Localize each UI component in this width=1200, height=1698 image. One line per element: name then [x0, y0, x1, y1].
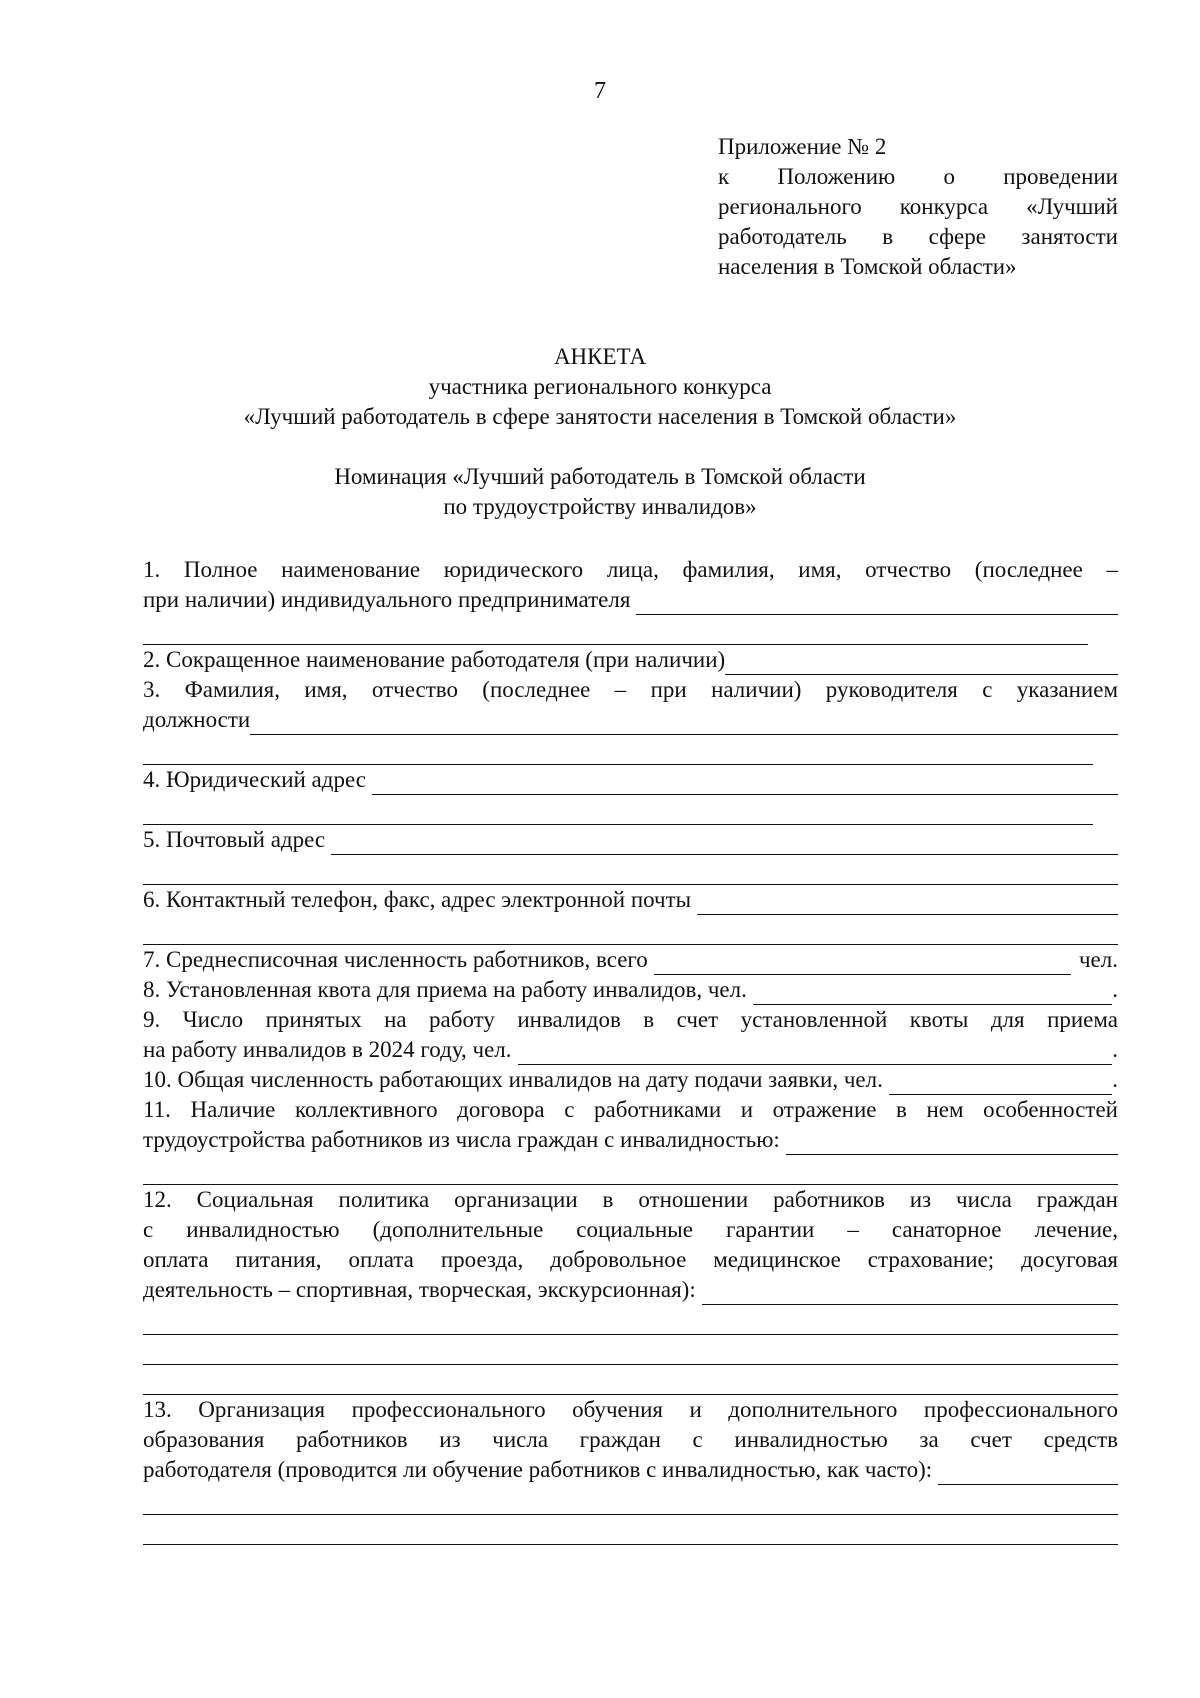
item-3-field[interactable]	[250, 712, 1118, 735]
item-13-field-extra-2[interactable]	[143, 1515, 1118, 1545]
item-10-field[interactable]	[889, 1072, 1112, 1095]
item-11-field[interactable]	[786, 1132, 1118, 1155]
item-13-line-3	[143, 1455, 1118, 1485]
nomination-1: Номинация «Лучший работодатель в Томской области	[334, 464, 866, 489]
item-3-field-extra[interactable]	[143, 735, 1093, 765]
appendix-text: к Положению о проведении регионального конкурса «Лучший работодатель в сфере занятости населения в Томской области»	[718, 164, 1118, 279]
page-number: 7	[594, 78, 606, 104]
item-9-label: на работу инвалидов в 2024 году, чел.	[143, 1037, 512, 1062]
appendix-note	[718, 132, 1118, 282]
item-12-line-4	[143, 1275, 1118, 1305]
item-1-label: при наличии) индивидуального предпринимателя	[143, 587, 631, 612]
item-1-field-extra[interactable]	[143, 615, 1088, 645]
item-13-field[interactable]	[938, 1462, 1118, 1485]
item-12-field-extra-3[interactable]	[143, 1365, 1118, 1395]
item-7-field[interactable]	[654, 952, 1071, 975]
item-6-label: 6. Контактный телефон, факс, адрес электронной почты	[143, 887, 692, 912]
item-9-field[interactable]	[518, 1042, 1113, 1065]
item-1-line-1: 1. Полное наименование юридического лица, фамилия, имя, отчество (последнее –	[143, 557, 1118, 582]
item-9-line-1: 9. Число принятых на работу инвалидов в счет установленной квоты для приема	[143, 1007, 1118, 1032]
form-subtitle-1: участника регионального конкурса	[428, 374, 772, 399]
item-6-line	[143, 885, 1118, 915]
item-13-line-1: 13. Организация профессионального обучения и дополнительного профессионального	[143, 1397, 1118, 1422]
item-11-field-extra[interactable]	[143, 1155, 1118, 1185]
item-5-line	[143, 825, 1118, 855]
item-6-field-extra[interactable]	[143, 915, 1118, 945]
item-11-line-1: 11. Наличие коллективного договора с работниками и отражение в нем особенностей	[143, 1097, 1118, 1122]
nomination-2: по трудоустройству инвалидов»	[443, 494, 757, 519]
item-2-label: 2. Сокращенное наименование работодателя (при наличии)	[143, 647, 726, 672]
item-8-label: 8. Установленная квота для приема на работу инвалидов, чел.	[143, 977, 747, 1002]
item-13-line-2: образования работников из числа граждан с инвалидностью за счет средств	[143, 1427, 1118, 1452]
item-4-field[interactable]	[372, 772, 1118, 795]
item-7-label: 7. Среднесписочная численность работников, всего	[143, 947, 648, 972]
item-12-field-extra-1[interactable]	[143, 1305, 1118, 1335]
item-2-field[interactable]	[725, 652, 1118, 675]
item-8-field[interactable]	[753, 982, 1112, 1005]
item-13-label: работодателя (проводится ли обучение работников с инвалидностью, как часто):	[143, 1457, 933, 1482]
item-12-field[interactable]	[702, 1282, 1118, 1305]
item-12-label: деятельность – спортивная, творческая, экскурсионная):	[143, 1277, 696, 1302]
item-13-field-extra-1[interactable]	[143, 1485, 1118, 1515]
item-4-line	[143, 765, 1118, 795]
item-8-period: .	[1112, 977, 1118, 1002]
item-10-label: 10. Общая численность работающих инвалидов на дату подачи заявки, чел.	[143, 1067, 883, 1092]
item-7-line	[143, 945, 1118, 975]
item-10-period: .	[1112, 1067, 1118, 1092]
item-1-field[interactable]	[636, 592, 1118, 615]
item-1-line-2	[143, 585, 1118, 615]
form-title: АНКЕТА	[553, 344, 647, 369]
item-11-label: трудоустройства работников из числа граждан с инвалидностью:	[143, 1127, 780, 1152]
item-7-unit: чел.	[1078, 947, 1118, 972]
questionnaire-form	[143, 555, 1118, 1545]
item-5-field-extra[interactable]	[143, 855, 1118, 885]
form-subtitle-2: «Лучший работодатель в сфере занятости населения в Томской области»	[243, 404, 957, 429]
item-10-line	[143, 1065, 1118, 1095]
item-9-line-2	[143, 1035, 1118, 1065]
item-2-line	[143, 645, 1118, 675]
item-4-label: 4. Юридический адрес	[143, 767, 366, 792]
item-3-line-2	[143, 705, 1118, 735]
item-5-label: 5. Почтовый адрес	[143, 827, 326, 852]
item-12-line-2: с инвалидностью (дополнительные социальные гарантии – санаторное лечение,	[143, 1217, 1118, 1242]
item-3-label: должности	[143, 707, 251, 732]
item-9-period: .	[1112, 1037, 1118, 1062]
item-8-line	[143, 975, 1118, 1005]
item-3-line-1: 3. Фамилия, имя, отчество (последнее – при наличии) руководителя с указанием	[143, 677, 1118, 702]
appendix-title: Приложение № 2	[718, 134, 887, 159]
item-12-line-3: оплата питания, оплата проезда, добровольное медицинское страхование; досуговая	[143, 1247, 1118, 1272]
item-5-field[interactable]	[331, 832, 1118, 855]
item-11-line-2	[143, 1125, 1118, 1155]
item-12-line-1: 12. Социальная политика организации в отношении работников из числа граждан	[143, 1187, 1118, 1212]
item-4-field-extra[interactable]	[143, 795, 1093, 825]
item-12-field-extra-2[interactable]	[143, 1335, 1118, 1365]
item-6-field[interactable]	[697, 892, 1118, 915]
form-header	[0, 342, 1200, 522]
